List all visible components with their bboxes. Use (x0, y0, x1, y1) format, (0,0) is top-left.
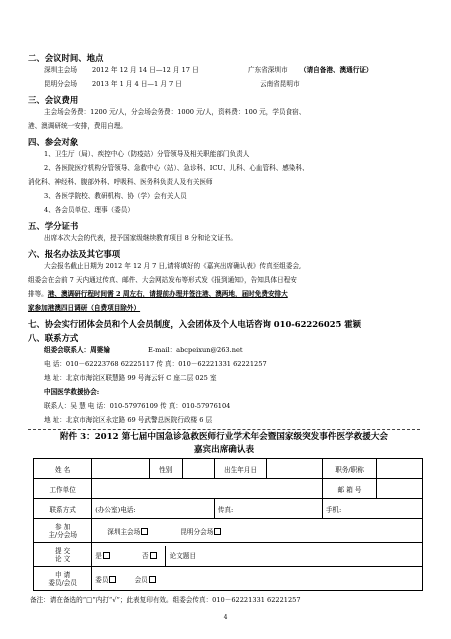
venue-label (34, 519, 92, 543)
audience-item-4: 4、各会员单位、理事（委员） (44, 206, 134, 214)
member-checkbox[interactable] (149, 576, 156, 583)
venue-label-line-2: 主/分会场 (48, 530, 77, 539)
attachment-title: 附件 3：2012 第七届中国急诊急救医师行业学术年会暨国家级突发事件医学救援大会 (59, 432, 389, 442)
name-label: 姓 名 (34, 459, 92, 479)
section-8-heading: 八、联系方式 (28, 333, 79, 343)
org2-address: 地 址：北京市海淀区永定路 69 号武警总医院行政楼 6 层 (44, 416, 213, 424)
kunming-venue-label: 昆明分会场 (44, 80, 77, 88)
employer-field[interactable] (92, 479, 323, 499)
audience-item-2-cont: 消化科、神经科、腹部外科、呼吸科、医务科负责人及有关医师 (28, 178, 213, 186)
committee-label: 委员 (95, 575, 109, 584)
registration-line-3-plain: 排等。 (28, 290, 48, 298)
office-phone-field[interactable] (92, 499, 215, 519)
attachment-subtitle: 嘉宾出席确认表 (193, 445, 255, 455)
venue-shenzhen-label: 深圳主会场 (107, 527, 141, 536)
kunming-place: 云南省昆明市 (260, 80, 300, 88)
registration-line-1: 大会报名截止日期为 2012 年 12 月 7 日,请将填好的《嘉宾出席确认表》传真至组委会, (44, 262, 302, 270)
postcode-field[interactable] (377, 479, 423, 499)
org1-title: 组委会联系人：周婆婨 (44, 346, 110, 354)
birth-field[interactable] (267, 459, 322, 479)
paper-yes-checkbox[interactable] (103, 552, 110, 559)
fee-line-2: 港、澳调研统一安排，费用自理。 (28, 122, 127, 130)
paper-title-label: 论文题目 (165, 546, 200, 566)
fax-label: 传真: (217, 505, 234, 514)
mobile-field[interactable] (322, 499, 422, 519)
registration-line-3-emphasis: 港、澳调研行程时间需 2 周左右，请提前办理并签注港、澳两地，届时免费安排大 (47, 290, 288, 298)
paper-label-line-2: 论 文 (54, 554, 71, 563)
fax-field[interactable] (214, 499, 322, 519)
venue-label-line-1: 参 加 (54, 522, 71, 531)
member-label: 会员 (134, 575, 148, 584)
paper-options (92, 543, 423, 567)
committee-checkbox[interactable] (109, 576, 116, 583)
venue-kunming-checkbox[interactable] (214, 528, 221, 535)
section-2-heading: 二、会议时间、地点 (28, 53, 104, 63)
section-7-heading: 七、协会实行团体会员和个人会员制度，入会团体及个人电话咨询 010-62226025 霍颖 (28, 319, 362, 329)
org2-contact: 联系人：吴 慧 电 话：010-57976109 传 真：010-57976104 (44, 402, 231, 410)
org1-email: E-mail：abcpeixun@263.net (148, 346, 243, 354)
org1-address: 地 址：北京市海淀区联慧路 99 号海云轩 C 座二层 025 室 (44, 374, 217, 382)
org1-phone: 电 话：010－62223768 62225117 传 真：010－62221331 62221257 (44, 360, 267, 368)
shenzhen-date: 2012 年 12 月 14 日—12 月 17 日 (92, 66, 199, 74)
venue-shenzhen-checkbox[interactable] (141, 528, 148, 535)
paper-yes-label: 是 (95, 551, 102, 560)
membership-label (34, 567, 92, 591)
page-number: 4 (223, 614, 228, 621)
contact-label: 联系方式 (34, 499, 92, 519)
audience-item-3: 3、各医学院校、教研机构、协（学）会有关人员 (44, 192, 187, 200)
credit-text: 出席本次大会的代表，授予国家级继续教育项目 8 分和论文证书。 (44, 234, 238, 242)
venue-options (92, 519, 423, 543)
section-6-heading: 六、报名办法及其它事项 (28, 249, 121, 259)
shenzhen-venue-label: 深圳主会场 (44, 66, 77, 74)
registration-line-3 (28, 290, 288, 299)
gender-label: 性别 (149, 459, 182, 479)
birth-label: 出生年月日 (214, 459, 267, 479)
org2-title: 中国医学救援协会: (44, 388, 100, 396)
guest-confirmation-form (33, 458, 423, 591)
audience-item-1: 1、卫生厅（局）、疾控中心（防疫站）分管领导及相关职能部门负责人 (44, 150, 250, 158)
paper-no-label: 否 (141, 551, 149, 560)
postcode-label: 邮 箱 号 (322, 479, 376, 499)
audience-item-2: 2、各医院医疗机构分管领导、急救中心（站）、急诊科、ICU、儿科、心血管科、感染科、 (44, 164, 309, 172)
title-field[interactable] (377, 459, 423, 479)
kunming-date: 2013 年 1 月 4 日—1 月 7 日 (92, 80, 182, 88)
name-field[interactable] (92, 459, 150, 479)
paper-no-checkbox[interactable] (150, 552, 157, 559)
paper-label (34, 543, 92, 567)
mobile-label: 手机: (325, 505, 342, 514)
employer-label: 工作单位 (34, 479, 92, 499)
title-label: 职务/职称 (322, 459, 376, 479)
membership-options (92, 567, 423, 591)
form-note: 备注：请在备选的“□”内打“√”；此表复印有效。组委会传真：010－62221331 62221257 (30, 596, 301, 604)
section-3-heading: 三、会议费用 (28, 95, 79, 105)
office-phone-label: (办公室)电话: (95, 505, 136, 514)
membership-label-line-2: 委员/会员 (48, 578, 77, 587)
gender-field[interactable] (182, 459, 214, 479)
paper-label-line-1: 提 交 (54, 546, 71, 555)
fee-line-1: 主会场会务费：1200 元/人，分会场会务费：1000 元/人，资料费：100 元，学员食宿、 (44, 108, 306, 116)
section-4-heading: 四、参会对象 (28, 137, 79, 147)
shenzhen-note: （请自备港、澳通行证） (300, 66, 373, 74)
venue-kunming-label: 昆明分会场 (180, 527, 214, 536)
section-5-heading: 五、学分证书 (28, 221, 79, 231)
registration-line-2: 组委会在会前 7 天内通过传真、邮件、大会网站发布等形式发《报到通知》，告知具体日程安 (28, 276, 297, 284)
dashed-separator (28, 429, 420, 430)
shenzhen-place: 广东省深圳市 (248, 66, 288, 74)
registration-line-4: 家参加港澳四日调研（自费项目除外） (28, 304, 141, 312)
membership-label-line-1: 申 请 (54, 570, 71, 579)
